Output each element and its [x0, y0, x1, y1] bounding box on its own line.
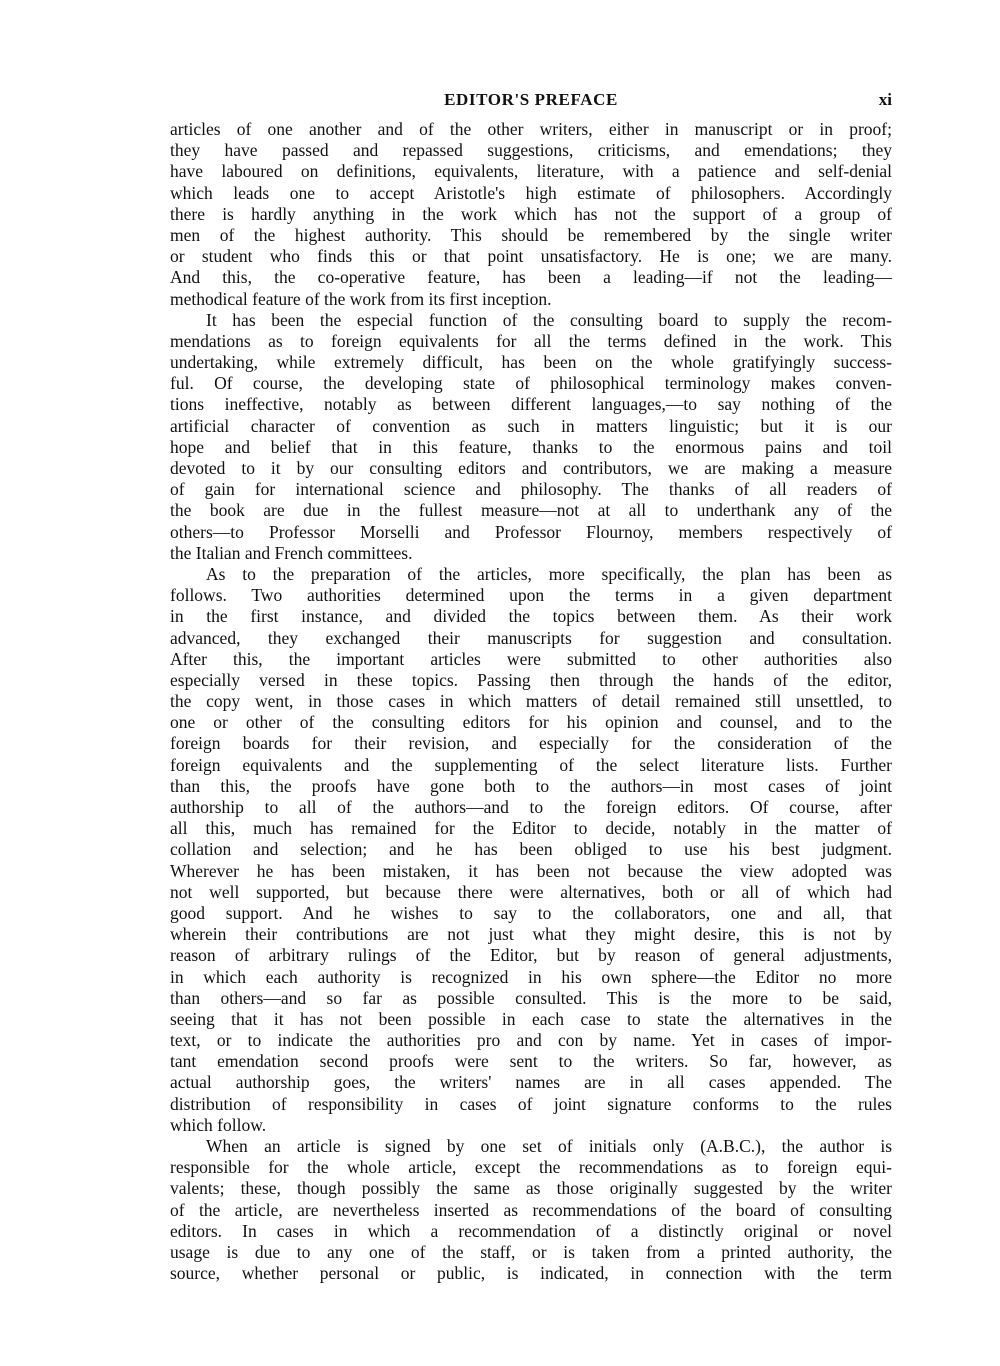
text-line: others—to Professor Morselli and Professor Flournoy, members respectively of — [170, 521, 892, 542]
text-line: in which each authority is recognized in his own sphere—the Editor no more — [170, 966, 892, 987]
text-line: Wherever he has been mistaken, it has been not because the view adopted was — [170, 860, 892, 881]
text-line: It has been the especial function of the consulting board to supply the recom- — [206, 309, 892, 330]
paragraph-3 — [170, 564, 892, 1136]
text-line: in the first instance, and divided the topics between them. As their work — [170, 606, 892, 627]
text-line: seeing that it has not been possible in each case to state the alternatives in the — [170, 1008, 892, 1029]
text-line: one or other of the consulting editors for his opinion and counsel, and to the — [170, 712, 892, 733]
text-line: articles of one another and of the other writers, either in manuscript or in proof; — [170, 119, 892, 139]
text-line: usage is due to any one of the staff, or is taken from a printed authority, the — [170, 1241, 892, 1262]
running-head — [170, 90, 892, 112]
paragraph-1 — [170, 119, 892, 310]
page-number: xi — [878, 90, 892, 109]
text-line: advanced, they exchanged their manuscripts for suggestion and consultation. — [170, 627, 892, 648]
text-line: they have passed and repassed suggestions, criticisms, and emendations; they — [170, 140, 892, 161]
body-text — [170, 119, 892, 1284]
text-line: methodical feature of the work from its first inception. — [170, 288, 552, 309]
text-line: artificial character of convention as such in matters linguistic; but it is our — [170, 415, 892, 436]
text-line: the Italian and French committees. — [170, 542, 413, 563]
running-head-title: EDITOR'S PREFACE — [444, 90, 618, 109]
text-line: And this, the co-operative feature, has been a leading—if not the leading— — [170, 267, 892, 288]
text-line: of the article, are nevertheless inserted as recommendations of the board of consulting — [170, 1199, 892, 1220]
text-line: text, or to indicate the authorities pro and con by name. Yet in cases of impor- — [170, 1030, 892, 1051]
text-line: there is hardly anything in the work which has not the support of a group of — [170, 203, 892, 224]
text-line: reason of arbitrary rulings of the Editor, but by reason of general adjustments, — [170, 945, 892, 966]
text-line: ful. Of course, the developing state of philosophical terminology makes conven- — [170, 373, 892, 394]
text-line: source, whether personal or public, is indicated, in connection with the term — [170, 1263, 892, 1284]
text-line: of gain for international science and philosophy. The thanks of all readers of — [170, 479, 892, 500]
text-line: distribution of responsibility in cases of joint signature conforms to the rules — [170, 1093, 892, 1114]
text-line: foreign equivalents and the supplementing of the select literature lists. Further — [170, 754, 892, 775]
text-line: hope and belief that in this feature, thanks to the enormous pains and toil — [170, 436, 892, 457]
text-line: mendations as to foreign equivalents for all the terms defined in the work. This — [170, 330, 892, 351]
text-line: undertaking, while extremely difficult, has been on the whole gratifyingly success- — [170, 352, 892, 373]
text-line: not well supported, but because there were alternatives, both or all of which had — [170, 881, 892, 902]
text-line: all this, much has remained for the Editor to decide, notably in the matter of — [170, 818, 892, 839]
paragraph-4 — [170, 1136, 892, 1284]
text-line: especially versed in these topics. Passing then through the hands of the editor, — [170, 669, 892, 690]
text-line: wherein their contributions are not just what they might desire, this is not by — [170, 924, 892, 945]
text-line: than this, the proofs have gone both to the authors—in most cases of joint — [170, 775, 892, 796]
text-line: After this, the important articles were submitted to other authorities also — [170, 648, 892, 669]
text-line: than others—and so far as possible consulted. This is the more to be said, — [170, 987, 892, 1008]
text-line: tant emendation second proofs were sent to the writers. So far, however, as — [170, 1051, 892, 1072]
text-line: As to the preparation of the articles, more specifically, the plan has been as — [206, 563, 892, 584]
text-line: editors. In cases in which a recommendation of a distinctly original or novel — [170, 1220, 892, 1241]
text-line: good support. And he wishes to say to the collaborators, one and all, that — [170, 902, 892, 923]
text-line: When an article is signed by one set of initials only (A.B.C.), the author is — [206, 1136, 892, 1156]
text-line: authorship to all of the authors—and to the foreign editors. Of course, after — [170, 797, 892, 817]
text-line: foreign boards for their revision, and especially for the consideration of the — [170, 733, 892, 754]
text-line: responsible for the whole article, except the recommendations as to foreign equi- — [170, 1157, 892, 1178]
text-line: follows. Two authorities determined upon the terms in a given department — [170, 585, 892, 606]
text-line: devoted to it by our consulting editors and contributors, we are making a measure — [170, 458, 892, 478]
text-line: actual authorship goes, the writers' names are in all cases appended. The — [170, 1072, 892, 1093]
text-line: valents; these, though possibly the same as those originally suggested by the writer — [170, 1178, 892, 1199]
text-line: which follow. — [170, 1114, 267, 1135]
text-line: have laboured on definitions, equivalents, literature, with a patience and self-denial — [170, 161, 892, 182]
text-line: men of the highest authority. This should be remembered by the single writer — [170, 224, 892, 245]
text-line: collation and selection; and he has been obliged to use his best judgment. — [170, 839, 892, 860]
paragraph-2 — [170, 310, 892, 564]
text-line: tions ineffective, notably as between different languages,—to say nothing of the — [170, 394, 892, 415]
text-line: which leads one to accept Aristotle's high estimate of philosophers. Accordingly — [170, 182, 892, 203]
text-line: the book are due in the fullest measure—not at all to underthank any of the — [170, 500, 892, 521]
text-line: or student who finds this or that point unsatisfactory. He is one; we are many. — [170, 246, 892, 267]
text-line: the copy went, in those cases in which matters of detail remained still unsettled, to — [170, 691, 892, 712]
